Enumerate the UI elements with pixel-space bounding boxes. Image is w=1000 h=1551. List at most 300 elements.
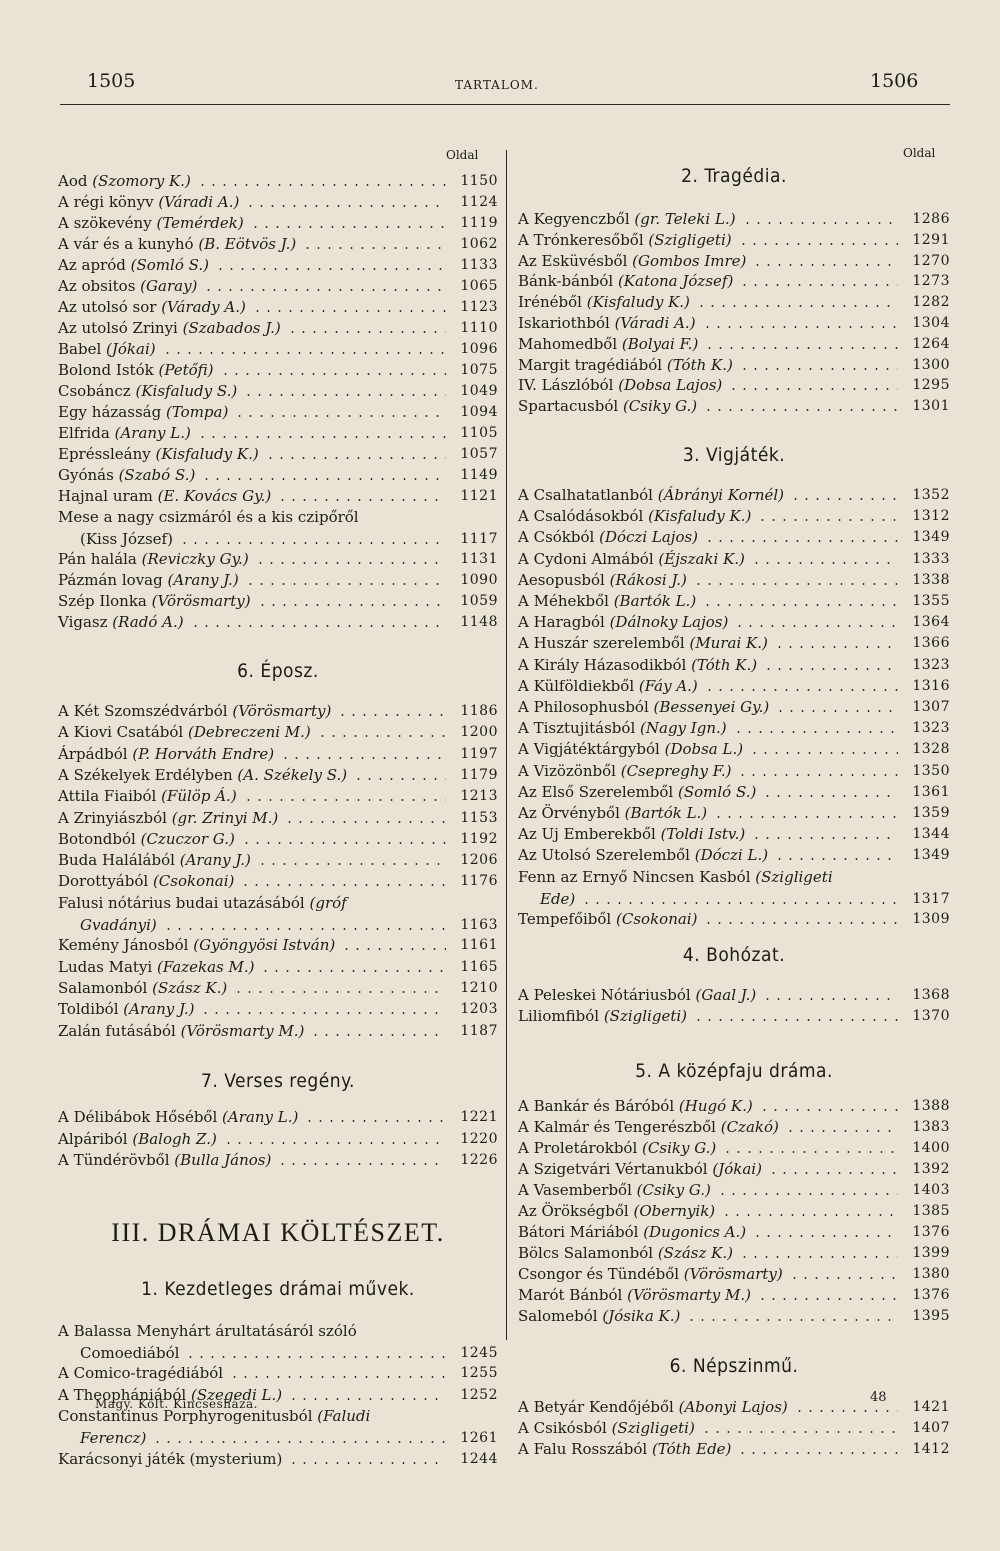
entry-author: (Dálnoky Lajos) xyxy=(609,613,729,632)
leader-dots-line xyxy=(759,1109,898,1111)
entry-title-text: Hajnal uram xyxy=(58,487,153,505)
toc-entry xyxy=(518,354,950,376)
entry-author: (Murai K.) xyxy=(689,634,768,653)
toc-entry xyxy=(58,743,498,765)
leader-dots-line xyxy=(201,478,446,480)
toc-entry xyxy=(518,1242,950,1264)
toc-entry xyxy=(518,270,950,292)
toc-entry xyxy=(58,764,498,786)
entry-title xyxy=(58,1020,304,1042)
leader-dots-line xyxy=(250,226,446,228)
leader-dots-line xyxy=(703,922,898,924)
leader-dots-line xyxy=(200,1012,446,1014)
toc-entry xyxy=(58,956,498,978)
leader-dots-line xyxy=(152,1441,446,1443)
toc-entry xyxy=(58,338,498,360)
entry-title xyxy=(58,569,239,591)
entry-title-text: Attila Fiaiból xyxy=(58,787,157,806)
entry-page: 1244 xyxy=(460,1451,498,1467)
entry-author: (Gyöngyösi István) xyxy=(193,936,336,955)
entry-page: 1119 xyxy=(460,215,498,231)
toc-entry xyxy=(518,1095,950,1117)
toc-entry xyxy=(58,785,498,807)
entry-page: 1090 xyxy=(460,572,498,588)
entry-page: 1282 xyxy=(912,294,950,311)
toc-entry xyxy=(518,1158,950,1180)
toc-entry xyxy=(58,443,498,465)
entry-author: (Temérdek) xyxy=(156,214,244,232)
entry-title-text: A Huszár szerelemből xyxy=(518,634,685,653)
leader-dots-line xyxy=(185,1356,446,1358)
leader-dots-line xyxy=(245,583,446,585)
leader-dots-line xyxy=(775,710,898,712)
leader-dots-line xyxy=(693,1019,898,1021)
entry-title-text: Iskariothból xyxy=(518,314,610,332)
leader-dots-line xyxy=(220,373,446,375)
entry-title xyxy=(518,1221,746,1243)
entry-author: (Garay) xyxy=(140,277,198,295)
section-title: 7. Verses regény. xyxy=(201,1070,355,1092)
entry-title xyxy=(518,1417,695,1439)
entry-title-text: Toldiból xyxy=(58,1000,119,1019)
leader-dots-line xyxy=(702,604,898,606)
entry-title-text: A Vasemberből xyxy=(518,1181,632,1199)
entry-page: 1049 xyxy=(460,383,498,399)
toc-entry-two-line xyxy=(58,1405,498,1449)
leader-dots-line xyxy=(240,884,446,886)
entry-page: 1206 xyxy=(460,852,498,869)
entry-title xyxy=(518,844,768,866)
entry-author: (Czakó) xyxy=(720,1118,779,1136)
entry-title-text: Bátori Máriából xyxy=(518,1223,639,1241)
toc-entry-two-line xyxy=(58,892,498,936)
entry-title xyxy=(518,569,687,591)
entry-page: 1131 xyxy=(460,551,498,567)
entry-title-text: A Kiovi Csatából xyxy=(58,723,184,742)
entry-author: (Bulla János) xyxy=(174,1151,272,1169)
entry-page: 1150 xyxy=(460,173,498,189)
leader-dots-line xyxy=(742,222,898,224)
entry-title-text: Babel xyxy=(58,340,102,358)
entry-title-text: A Trónkeresőből xyxy=(518,230,644,249)
entry-line1-text: A Balassa Menyhárt árultatásáról szóló xyxy=(58,1322,357,1340)
leader-dots-line xyxy=(197,184,446,186)
leader-dots-line xyxy=(337,714,446,716)
leader-dots-line xyxy=(757,519,898,521)
entry-author: (Katona József) xyxy=(617,272,734,291)
entry-author: (Obernyik) xyxy=(633,1202,716,1220)
entry-title-text: Epréssleány xyxy=(58,445,151,463)
entry-title xyxy=(58,998,194,1020)
entry-title-text: Egy házasság xyxy=(58,403,162,421)
entry-title xyxy=(58,380,237,402)
toc-entry xyxy=(58,934,498,956)
entry-author: (Csepreghy F.) xyxy=(620,761,732,780)
entry-title-text: Salomeból xyxy=(518,1307,598,1325)
entry-author: (Csiky G.) xyxy=(636,1181,711,1199)
entry-title-text: Zalán futásából xyxy=(58,1021,176,1040)
toc-entry xyxy=(58,1149,498,1171)
entry-author: (B. Eötvös J.) xyxy=(198,235,297,253)
entry-page: 1349 xyxy=(912,529,950,546)
entry-title xyxy=(518,1179,711,1201)
entry-page: 1312 xyxy=(912,508,950,525)
entry-author: (Szegedi L.) xyxy=(191,1385,283,1404)
part-title: III. DRÁMAI KÖLTÉSZET. xyxy=(111,1218,445,1247)
leader-dots-line xyxy=(304,1120,446,1122)
entry-title xyxy=(518,374,722,396)
toc-entry xyxy=(518,1179,950,1201)
entry-title-text: A Csikósból xyxy=(518,1419,607,1437)
entry-page: 1355 xyxy=(912,593,950,609)
entry-line2-text: (Kiss József) xyxy=(80,530,173,548)
entry-author: (Petőfi) xyxy=(158,361,214,379)
toc-entry xyxy=(518,738,950,760)
entry-page: 1421 xyxy=(912,1399,950,1415)
entry-author: (Jósika K.) xyxy=(602,1307,681,1325)
entry-line2-text: Ede) xyxy=(540,889,576,908)
entry-title-text: Az Első Szerelemből xyxy=(518,782,674,801)
toc-entry xyxy=(58,464,498,486)
entry-title xyxy=(518,250,746,272)
entry-title-text: Az apród xyxy=(58,256,126,274)
leader-dots-line xyxy=(245,205,446,207)
entry-page: 1301 xyxy=(912,398,950,415)
entry-title xyxy=(58,191,239,213)
entry-author: (Bartók L.) xyxy=(613,592,697,610)
leader-dots-line xyxy=(774,646,898,648)
toc-entry xyxy=(518,1263,950,1285)
right-oldal-label: Oldal xyxy=(903,146,936,160)
entry-title-text: A Vigjátéktárgyból xyxy=(518,740,660,759)
toc-entry xyxy=(518,374,950,396)
entry-title xyxy=(58,1149,271,1171)
entry-title-text: Kemény Jánosból xyxy=(58,936,189,955)
entry-title-text: A Vizözönből xyxy=(518,761,616,780)
toc-entry xyxy=(518,484,950,506)
entry-author: (E. Kovács Gy.) xyxy=(157,487,272,505)
entry-page: 1361 xyxy=(912,783,950,800)
entry-title-text: A Kalmár és Tengerészből xyxy=(518,1118,716,1136)
entry-author: (Hugó K.) xyxy=(678,1097,753,1115)
entry-page: 1210 xyxy=(460,979,498,996)
entry-title xyxy=(518,548,745,570)
entry-title-text: A Csókból xyxy=(518,528,595,547)
left-oldal-label: Oldal xyxy=(446,148,479,162)
entry-title xyxy=(58,1128,217,1150)
entry-title-text: Pán halála xyxy=(58,550,137,568)
toc-entry xyxy=(58,485,498,507)
entry-author-start: (Szigligeti xyxy=(755,867,833,886)
entry-title-text: A Két Szomszédvárból xyxy=(58,702,228,720)
entry-title xyxy=(58,870,234,892)
entry-page: 1338 xyxy=(912,571,950,588)
entry-author: (Gombos Imre) xyxy=(632,251,747,270)
entry-line2 xyxy=(80,914,157,936)
entry-title-text: A Comico-tragédiából xyxy=(58,1364,224,1382)
entry-title xyxy=(518,333,698,355)
entry-page: 1400 xyxy=(912,1140,950,1156)
toc-entry xyxy=(518,908,950,930)
entry-title xyxy=(58,485,271,507)
leader-dots-line xyxy=(287,331,446,333)
entry-title xyxy=(518,1005,687,1027)
entry-title xyxy=(518,1263,783,1285)
entry-page: 1062 xyxy=(460,236,498,252)
entry-title xyxy=(518,908,697,930)
toc-entry xyxy=(58,1106,498,1128)
entry-author: (Czuczor G.) xyxy=(140,829,235,848)
entry-author: (Gaal J.) xyxy=(695,986,757,1004)
entry-author: (Somló S.) xyxy=(130,256,209,274)
entry-page: 1192 xyxy=(460,830,498,847)
toc-entry xyxy=(518,1200,950,1222)
toc-entry xyxy=(518,312,950,334)
leader-dots-line xyxy=(257,604,446,606)
leader-dots-line xyxy=(686,1319,898,1321)
toc-entry xyxy=(58,548,498,570)
entry-author: (Szász K.) xyxy=(657,1244,733,1262)
entry-title xyxy=(518,1158,762,1180)
entry-page: 1096 xyxy=(460,341,498,357)
entry-title xyxy=(518,1137,716,1159)
leader-dots-line xyxy=(737,1452,898,1454)
toc-entry xyxy=(58,1128,498,1150)
entry-page: 1203 xyxy=(460,1001,498,1018)
entry-title-text: Irénéből xyxy=(518,293,582,312)
entry-author: (Fáy A.) xyxy=(638,676,698,695)
entry-title-text: Margit tragédiából xyxy=(518,355,663,374)
toc-entry xyxy=(518,611,950,633)
entry-page: 1323 xyxy=(912,720,950,737)
leader-dots-line xyxy=(703,409,898,411)
leader-dots-line xyxy=(260,970,446,972)
entry-title xyxy=(518,270,733,292)
entry-line1-text: Constantinus Porphyrogenitusból xyxy=(58,1407,313,1425)
entry-title-text: Az Esküvésből xyxy=(518,251,628,270)
leader-dots-line xyxy=(288,1462,446,1464)
toc-entry xyxy=(518,1438,950,1460)
leader-dots-line xyxy=(277,499,446,501)
entry-page: 1403 xyxy=(912,1182,950,1198)
entry-author: (Bartók L.) xyxy=(624,804,708,822)
leader-dots-line xyxy=(203,289,446,291)
entry-title xyxy=(518,1438,731,1460)
entry-title-text: A Kegyenczből xyxy=(518,210,630,228)
leader-dots-line xyxy=(163,928,446,930)
entry-title-text: Aod xyxy=(58,172,88,190)
entry-title xyxy=(518,611,728,633)
entry-line2-text: Comoediából xyxy=(80,1344,180,1362)
footer-imprint: Magy. Költ. Kincsesháza. xyxy=(95,1397,258,1411)
entry-title-text: Alpáriból xyxy=(58,1129,128,1148)
section-title: 6. Éposz. xyxy=(237,660,319,682)
leader-dots-line xyxy=(737,774,898,776)
entry-line2 xyxy=(540,888,575,910)
entry-page: 1255 xyxy=(460,1365,498,1381)
entry-page: 1376 xyxy=(912,1287,950,1303)
entry-page: 1264 xyxy=(912,335,950,352)
section-title: 3. Vigjáték. xyxy=(682,444,786,466)
entry-title-text: A Zrinyiászból xyxy=(58,808,167,827)
leader-dots-line xyxy=(752,1235,898,1237)
leader-dots-line xyxy=(215,268,446,270)
entry-author: (Balogh Z.) xyxy=(132,1129,217,1148)
entry-author: (Tóth K.) xyxy=(666,355,733,374)
entry-title-text: A Szigetvári Vértanukból xyxy=(518,1160,708,1178)
entry-page: 1213 xyxy=(460,788,498,805)
entry-title-text: Az Örökségből xyxy=(518,1202,629,1220)
toc-entry-two-line xyxy=(58,1320,498,1364)
entry-title-text: A Bankár és Báróból xyxy=(518,1097,675,1115)
entry-title xyxy=(58,422,191,444)
toc-entry xyxy=(58,849,498,871)
toc-entry xyxy=(518,291,950,313)
leader-dots-line xyxy=(581,902,898,904)
leader-dots xyxy=(518,888,902,910)
toc-entry xyxy=(58,359,498,381)
toc-entry xyxy=(58,380,498,402)
entry-author: (Arany L.) xyxy=(222,1108,299,1126)
entry-title xyxy=(58,700,331,722)
toc-entry xyxy=(518,526,950,548)
entry-title-text: Bolond Istók xyxy=(58,361,154,379)
entry-title-text: Az Utolsó Szerelemből xyxy=(518,846,690,865)
entry-page: 1261 xyxy=(460,1430,498,1446)
leader-dots-line xyxy=(243,394,446,396)
toc-entry xyxy=(58,1362,498,1384)
entry-author-start: (Faludi xyxy=(317,1407,371,1425)
entry-page: 1395 xyxy=(912,1308,950,1324)
entry-title xyxy=(58,338,156,360)
entry-title xyxy=(518,1116,779,1138)
entry-title-text: Csongor és Tündéből xyxy=(518,1265,680,1283)
entry-author: (Ábrányi Kornél) xyxy=(657,486,785,504)
leader-dots-line xyxy=(241,842,446,844)
entry-page: 1323 xyxy=(912,656,950,673)
leader-dots-line xyxy=(243,799,446,801)
entry-title-text: A Falu Rosszából xyxy=(518,1440,648,1458)
entry-title xyxy=(58,296,246,318)
leader-dots-line xyxy=(317,735,446,737)
entry-page: 1220 xyxy=(460,1130,498,1147)
entry-page: 1380 xyxy=(912,1266,950,1282)
entry-page: 1117 xyxy=(460,531,498,547)
toc-entry xyxy=(58,721,498,743)
entry-title-text: Pázmán lovag xyxy=(58,571,163,589)
entry-author: (Abonyi Lajos) xyxy=(678,1398,788,1416)
entry-page: 1163 xyxy=(460,916,498,933)
leader-dots-line xyxy=(284,821,446,823)
toc-entry xyxy=(518,505,950,527)
leader-dots-line xyxy=(234,415,446,417)
leader-dots-line xyxy=(738,243,898,245)
entry-title xyxy=(518,484,784,506)
entry-title-text: Dorottyából xyxy=(58,872,149,891)
toc-entry-two-line xyxy=(58,506,498,550)
sheet-number: 48 xyxy=(870,1390,887,1405)
entry-author: (Vörösmarty M.) xyxy=(180,1021,305,1040)
entry-title xyxy=(58,828,235,850)
leader-dots-line xyxy=(310,1034,446,1036)
entry-page: 1105 xyxy=(460,425,498,441)
entry-line2-text: Ferencz) xyxy=(80,1429,147,1447)
entry-author: (Vörösmarty) xyxy=(151,592,251,610)
entry-author: (Csokonai) xyxy=(616,910,698,928)
entry-title xyxy=(58,849,251,871)
section-title: 4. Bohózat. xyxy=(682,944,786,966)
entry-author: (A. Székely S.) xyxy=(237,765,348,784)
leader-dots-line xyxy=(696,305,898,307)
entry-page: 1197 xyxy=(460,745,498,762)
entry-page: 1153 xyxy=(460,809,498,826)
entry-title xyxy=(58,443,259,465)
toc-entry xyxy=(518,1005,950,1027)
toc-entry xyxy=(58,275,498,297)
entry-author: (Debreczeni M.) xyxy=(187,723,311,742)
toc-entry xyxy=(58,191,498,213)
entry-author: (Jókai) xyxy=(106,340,156,358)
entry-line2 xyxy=(80,1427,146,1449)
toc-entry xyxy=(58,212,498,234)
leader-dots-line xyxy=(252,310,446,312)
section-title: 6. Népszinmű. xyxy=(669,1355,799,1377)
leader-dots-line xyxy=(790,498,898,500)
entry-author: (Arany J.) xyxy=(179,851,251,870)
entry-title xyxy=(518,760,731,782)
entry-page: 1412 xyxy=(912,1441,950,1457)
entry-title-text: A Theophániából xyxy=(58,1385,187,1404)
entry-page: 1179 xyxy=(460,766,498,783)
leader-dots-line xyxy=(733,731,898,733)
entry-title-text: Salamonból xyxy=(58,978,148,997)
entry-page: 1059 xyxy=(460,593,498,609)
entry-author: (Somló S.) xyxy=(677,782,757,801)
leader-dots-line xyxy=(704,540,898,542)
entry-author: (Csokonai) xyxy=(152,872,235,891)
entry-title-text: A Betyár Kendőjéből xyxy=(518,1398,674,1416)
entry-title xyxy=(58,611,184,633)
entry-author: (Szomory K.) xyxy=(92,172,191,190)
entry-page: 1349 xyxy=(912,847,950,864)
entry-title-text: A Tisztujitásból xyxy=(518,719,636,738)
entry-author: (Várady A.) xyxy=(161,298,246,316)
leader-dots-line xyxy=(704,347,898,349)
toc-entry xyxy=(518,1284,950,1306)
entry-author: (Tompa) xyxy=(165,403,229,421)
toc-entry xyxy=(58,317,498,339)
toc-entry xyxy=(518,1305,950,1327)
entry-page: 1161 xyxy=(460,937,498,954)
entry-author: (gr. Teleki L.) xyxy=(634,210,736,228)
entry-title-text: A Méhekből xyxy=(518,592,609,610)
entry-author: (Szigligeti) xyxy=(648,230,732,249)
entry-title xyxy=(58,956,254,978)
entry-title xyxy=(518,717,727,739)
entry-title xyxy=(518,1305,680,1327)
section-title: 5. A középfaju dráma. xyxy=(635,1060,833,1082)
entry-title xyxy=(58,233,296,255)
toc-entry xyxy=(58,590,498,612)
entry-line1 xyxy=(58,892,347,914)
entry-author: (Fülöp Á.) xyxy=(161,787,237,806)
toc-entry-two-line xyxy=(518,866,950,910)
entry-title xyxy=(58,721,311,743)
toc-entry xyxy=(518,696,950,718)
entry-title-text: A Délibábok Hőséből xyxy=(58,1108,218,1126)
leader-dots-line xyxy=(734,625,898,627)
entry-title-text: Szép Ilonka xyxy=(58,592,147,610)
